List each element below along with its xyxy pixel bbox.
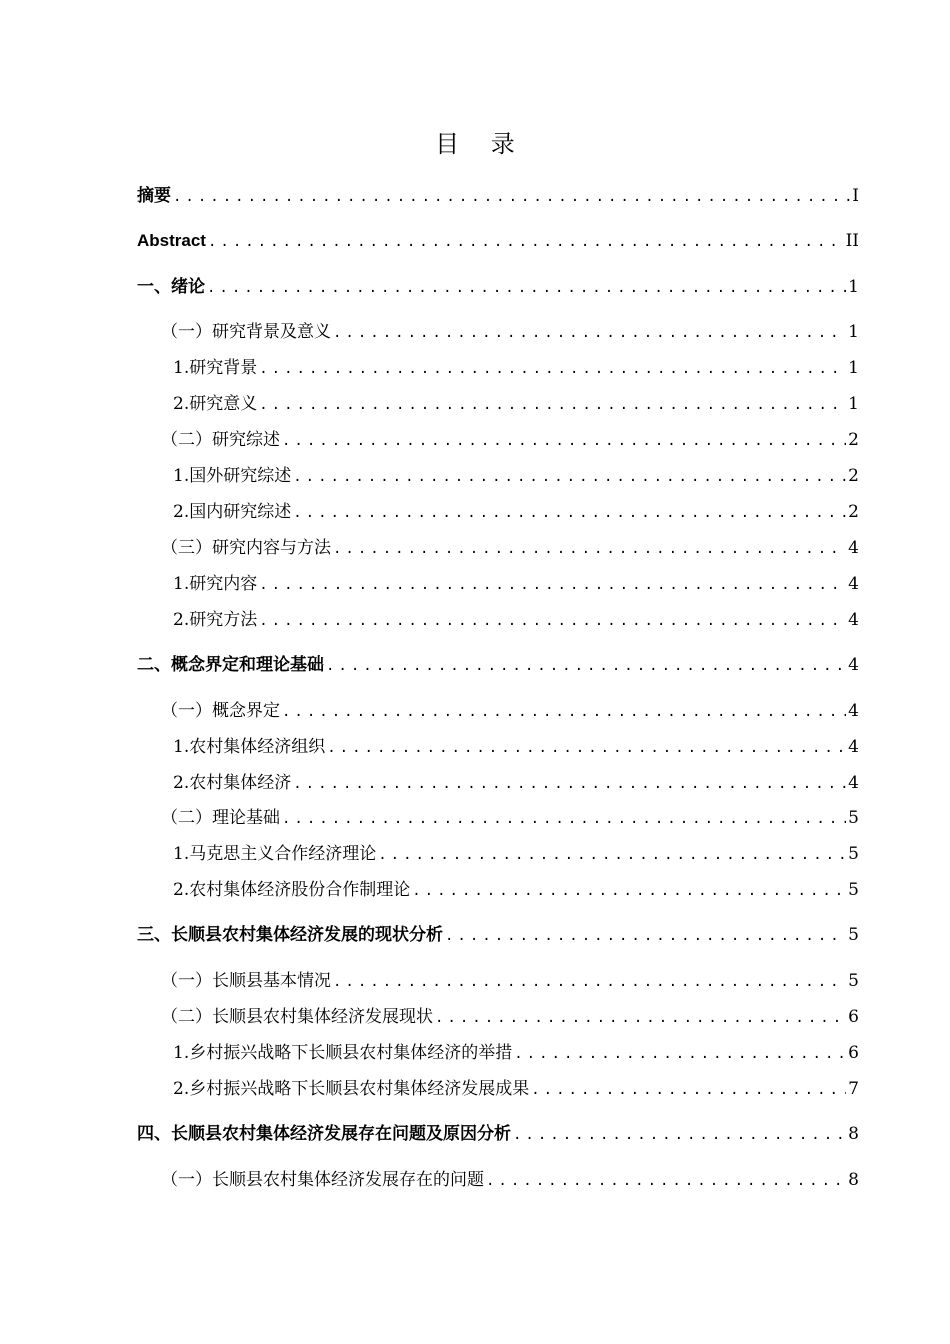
dot-leader xyxy=(173,186,850,208)
toc-page-number: 4 xyxy=(848,610,859,630)
toc-entry[interactable] xyxy=(137,736,859,759)
dot-leader xyxy=(333,538,846,560)
toc-page-number: 4 xyxy=(848,737,859,757)
toc-page-number: 1 xyxy=(848,277,859,297)
toc-entry-label: 2.农村集体经济股份合作制理论 xyxy=(173,880,411,900)
dot-leader xyxy=(282,701,846,723)
toc-entry[interactable] xyxy=(137,276,859,299)
toc-entry-label: 1.国外研究综述 xyxy=(173,466,292,486)
dot-leader xyxy=(333,971,846,993)
toc-entry[interactable] xyxy=(137,429,859,452)
toc-page-number: 1 xyxy=(848,358,859,378)
toc-page-number: 5 xyxy=(848,971,859,991)
toc-entry-label: 1.研究内容 xyxy=(173,574,258,594)
toc-page-number: 6 xyxy=(848,1007,859,1027)
dot-leader xyxy=(333,322,846,344)
toc-entry[interactable] xyxy=(137,1169,859,1192)
toc-entry-label: 1.农村集体经济组织 xyxy=(173,737,326,757)
toc-entry[interactable] xyxy=(137,321,859,344)
toc-entry[interactable] xyxy=(137,700,859,723)
dot-leader xyxy=(259,394,846,416)
dot-leader xyxy=(326,655,846,677)
toc-entry[interactable] xyxy=(137,1042,859,1065)
toc-entry[interactable] xyxy=(137,924,859,947)
toc-entry-label: Abstract xyxy=(137,231,206,250)
toc-entry-label: 2.农村集体经济 xyxy=(173,773,292,793)
dot-leader xyxy=(259,574,846,596)
toc-entry[interactable] xyxy=(137,501,859,524)
toc-title: 目 录 xyxy=(435,130,527,158)
toc-entry[interactable] xyxy=(137,465,859,488)
toc-entry-label: 1.研究背景 xyxy=(173,358,258,378)
toc-entry[interactable] xyxy=(137,654,859,677)
toc-entry-label: 1.乡村振兴战略下长顺县农村集体经济的举措 xyxy=(173,1043,513,1063)
toc-entry[interactable] xyxy=(137,185,859,208)
toc-entry[interactable] xyxy=(137,609,859,632)
toc-entry-label: 四、长顺县农村集体经济发展存在问题及原因分析 xyxy=(137,1124,511,1143)
dot-leader xyxy=(293,502,846,524)
toc-entry[interactable] xyxy=(137,230,859,253)
toc-entry[interactable] xyxy=(137,1078,859,1101)
toc-entry[interactable] xyxy=(137,1123,859,1146)
toc-page-number: 1 xyxy=(848,394,859,414)
toc-entry-label: 1.马克思主义合作经济理论 xyxy=(173,844,377,864)
toc-page-number: 5 xyxy=(848,844,859,864)
toc-entry[interactable] xyxy=(137,843,859,866)
toc-entry[interactable] xyxy=(137,537,859,560)
dot-leader xyxy=(282,808,846,830)
toc-page-number: 5 xyxy=(848,808,859,828)
toc-page-number: 5 xyxy=(848,880,859,900)
dot-leader xyxy=(208,231,844,253)
toc-page-number: 8 xyxy=(848,1124,859,1144)
toc-entry[interactable] xyxy=(137,1006,859,1029)
toc-entry-label: （一）长顺县农村集体经济发展存在的问题 xyxy=(161,1170,484,1190)
toc-entry-label: （三）研究内容与方法 xyxy=(161,538,331,558)
dot-leader xyxy=(259,358,846,380)
toc-entry[interactable] xyxy=(137,573,859,596)
toc-entry[interactable] xyxy=(137,357,859,380)
toc-entry[interactable] xyxy=(137,807,859,830)
toc-page-number: 4 xyxy=(848,701,859,721)
dot-leader xyxy=(435,1007,846,1029)
dot-leader xyxy=(259,610,846,632)
toc-entry-label: （二）研究综述 xyxy=(161,430,280,450)
toc-entry-label: （二）理论基础 xyxy=(161,808,280,828)
toc-entry-label: （一）长顺县基本情况 xyxy=(161,971,331,991)
toc-entry-label: 2.研究意义 xyxy=(173,394,258,414)
toc-page-number: 2 xyxy=(848,430,859,450)
toc-page-number: 4 xyxy=(848,538,859,558)
toc-page-number: 8 xyxy=(848,1170,859,1190)
toc-page-number: I xyxy=(852,186,859,206)
toc-entry-label: 三、长顺县农村集体经济发展的现状分析 xyxy=(137,925,443,944)
toc-entry-label: 二、概念界定和理论基础 xyxy=(137,655,324,674)
dot-leader xyxy=(514,1043,846,1065)
toc-entry-label: （二）长顺县农村集体经济发展现状 xyxy=(161,1007,433,1027)
toc-page-number: 4 xyxy=(848,574,859,594)
toc-entry[interactable] xyxy=(137,393,859,416)
toc-page-number: 5 xyxy=(848,925,859,945)
toc-entry-label: 2.研究方法 xyxy=(173,610,258,630)
dot-leader xyxy=(486,1170,846,1192)
dot-leader xyxy=(445,925,846,947)
toc-entry-label: 一、绪论 xyxy=(137,277,205,296)
dot-leader xyxy=(293,466,846,488)
dot-leader xyxy=(207,277,846,299)
toc-entry-label: （一）概念界定 xyxy=(161,701,280,721)
dot-leader xyxy=(327,737,846,759)
dot-leader xyxy=(412,880,846,902)
toc-entry[interactable] xyxy=(137,970,859,993)
toc-page-number: 2 xyxy=(848,502,859,522)
dot-leader xyxy=(293,773,846,795)
toc-page-number: II xyxy=(845,231,859,251)
toc-entry-label: （一）研究背景及意义 xyxy=(161,322,331,342)
toc-page-number: 4 xyxy=(848,655,859,675)
toc-entry[interactable] xyxy=(137,772,859,795)
toc-entry-label: 摘要 xyxy=(137,186,171,205)
dot-leader xyxy=(513,1124,846,1146)
dot-leader xyxy=(531,1079,846,1101)
toc-page-number: 7 xyxy=(848,1079,859,1099)
dot-leader xyxy=(378,844,846,866)
toc-entry-label: 2.国内研究综述 xyxy=(173,502,292,522)
toc-page-number: 4 xyxy=(848,773,859,793)
toc-page-number: 1 xyxy=(848,322,859,342)
dot-leader xyxy=(282,430,846,452)
toc-entry[interactable] xyxy=(137,879,859,902)
toc-entry-label: 2.乡村振兴战略下长顺县农村集体经济发展成果 xyxy=(173,1079,530,1099)
toc-page-number: 6 xyxy=(848,1043,859,1063)
toc-page-number: 2 xyxy=(848,466,859,486)
